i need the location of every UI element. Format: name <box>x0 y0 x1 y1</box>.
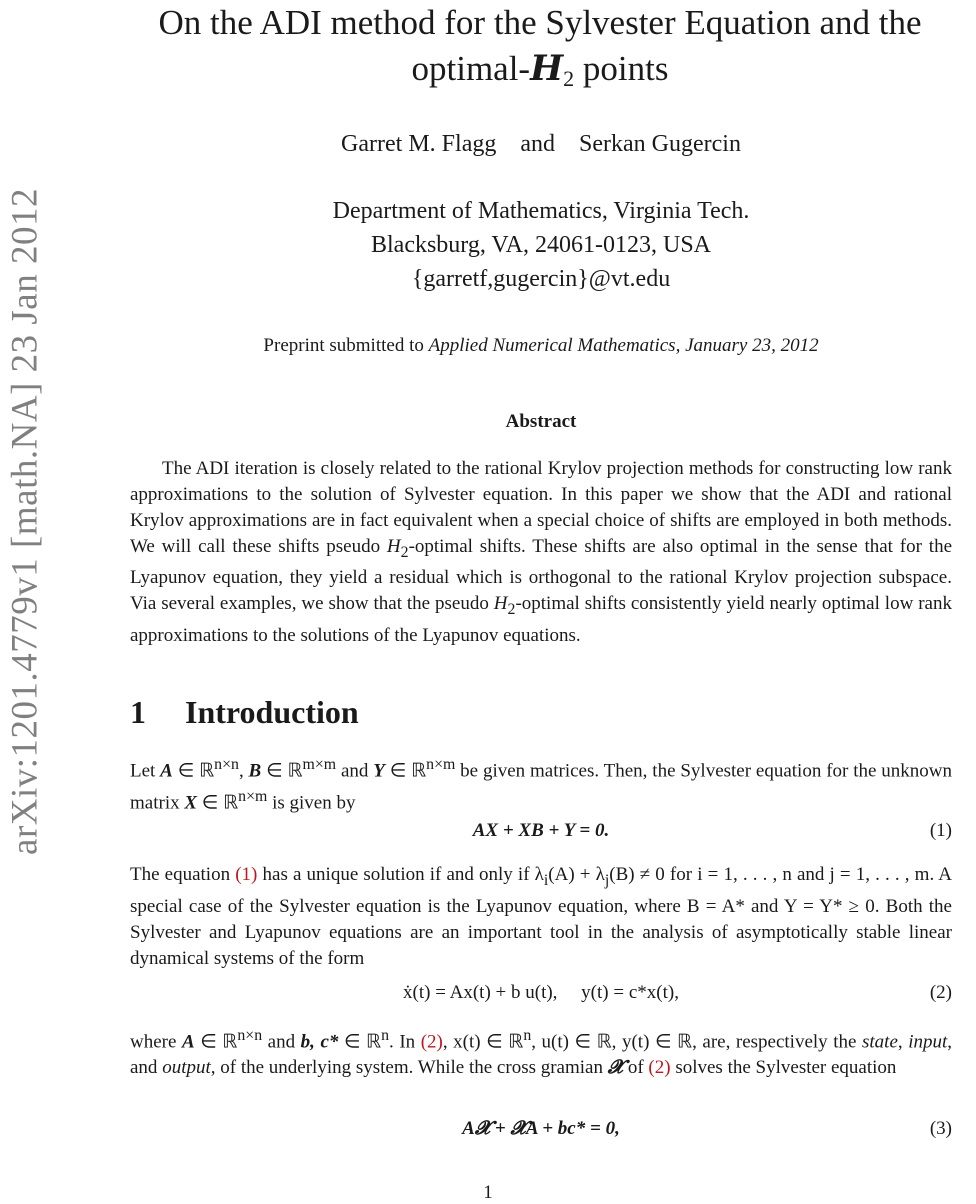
abstract-text-3: -optimal shifts consistently yield nearly optimal low rank approximations to the solutions of the Lyapunov equations. <box>130 593 952 647</box>
math-subscript: i <box>543 871 549 889</box>
math-subscript: j <box>604 871 610 889</box>
math-symbol: 𝓧 <box>607 1057 624 1079</box>
department: Department of Mathematics, Virginia Tech. <box>332 198 750 224</box>
math-superscript: n×m <box>426 756 456 773</box>
text-run: where <box>130 1031 182 1053</box>
abstract-text-2: -optimal shifts. These shifts are also optimal in the sense that for the Lyapunov equation, they yield a residual which is orthogonal to the rational Krylov projection subspace. Via several examples, we show that the pseudo <box>130 535 953 615</box>
math-superscript: n×n <box>214 756 239 773</box>
title-line-2 <box>411 48 669 91</box>
text-run: , <box>897 1031 909 1053</box>
text-run: and <box>262 1031 301 1053</box>
emphasis-input: input <box>908 1031 948 1053</box>
equation-reference-link[interactable]: (1) <box>235 864 258 885</box>
equation-reference-link[interactable]: (2) <box>648 1057 671 1079</box>
email: {garretf,gugercin}@vt.edu <box>411 266 671 292</box>
abstract-body <box>130 456 952 649</box>
text-run: ∈ ℝ <box>338 1031 382 1053</box>
address: Blacksburg, VA, 24061-0123, USA <box>370 232 712 258</box>
math-superscript: n <box>381 1027 390 1044</box>
text-run: has a unique solution if and only if λ <box>257 864 544 885</box>
preprint-line <box>130 335 952 357</box>
title-line-1: On the ADI method for the Sylvester Equation and the <box>158 3 922 42</box>
math-symbol: Y <box>373 760 385 782</box>
text-run: , of the underlying system. While the cross gramian <box>210 1057 608 1079</box>
h2-symbol: H <box>386 535 401 557</box>
text-run: is given by <box>267 792 356 814</box>
text-run: ∈ ℝ <box>172 760 215 782</box>
equation-reference-link[interactable]: (2) <box>420 1031 443 1053</box>
equation-3: A𝓧 + 𝓧A + bc* = 0, <box>462 1118 620 1139</box>
intro-paragraph-3 <box>130 1023 952 1081</box>
text-run: . In <box>389 1031 421 1053</box>
title-line-2-prefix: optimal- <box>411 49 531 88</box>
math-symbol: B <box>248 760 262 782</box>
abstract-text-1: The ADI iteration is closely related to the rational Krylov projection methods for constructing low rank approximations to the solution of Sylvester equation. In this paper we show that the ADI and rational Krylov approximations are in fact equivalent when a special choice of shifts are employed in both methods. We will call these shifts pseudo <box>130 458 952 557</box>
h2-subscript: 2 <box>563 66 575 91</box>
equation-2-number: (2) <box>929 982 952 1003</box>
emphasis-output: output <box>162 1057 211 1079</box>
math-symbol: A <box>181 1031 195 1053</box>
text-run: ∈ ℝ <box>261 760 303 782</box>
authors: Garret M. Flagg and Serkan Gugercin <box>341 131 741 157</box>
text-run: , u(t) ∈ ℝ, y(t) ∈ ℝ, are, respectively the <box>531 1031 862 1053</box>
title-line-2-suffix: points <box>574 49 669 88</box>
equation-1: AX + XB + Y = 0. <box>472 820 610 841</box>
text-run: (B) ≠ 0 for i = 1, . . . , n and j = 1, . . . , m. A special case of the Sylvester equation is the Lyapunov equation, where B = A* and Y = Y* ≥ 0. Both the Sylvester and Lyapunov equations are an important tool in the analysis of asymptotically stable linear dynamical systems of the form <box>130 864 952 969</box>
paper-title <box>100 0 976 102</box>
text-run: and <box>336 760 374 782</box>
h2-symbol: H <box>493 593 508 615</box>
intro-paragraph-2 <box>130 862 952 971</box>
math-symbol: A <box>160 760 173 782</box>
math-symbol: X <box>184 792 198 814</box>
emphasis-state: state <box>862 1031 898 1053</box>
math-symbol: b, c* <box>300 1031 339 1053</box>
math-superscript: m×m <box>302 756 337 773</box>
h2-subscript: 2 <box>400 543 409 561</box>
text-run: ∈ ℝ <box>194 1031 238 1053</box>
h2-symbol: H <box>530 48 564 89</box>
text-run: (A) + λ <box>548 864 605 885</box>
page-number: 1 <box>483 1182 493 1203</box>
equation-1-number: (1) <box>929 820 952 841</box>
math-superscript: n <box>523 1027 532 1044</box>
text-run: , x(t) ∈ ℝ <box>442 1031 524 1053</box>
text-run: ∈ ℝ <box>384 760 427 782</box>
preprint-prefix: Preprint submitted to <box>263 335 429 356</box>
abstract-heading: Abstract <box>505 411 577 432</box>
text-run: be given matrices. Then, the Sylvester equation for the unknown matrix <box>130 760 952 814</box>
text-run: The equation <box>130 864 236 885</box>
math-superscript: n×n <box>237 1027 263 1044</box>
text-run: solves the Sylvester equation <box>670 1057 897 1079</box>
equation-2: ẋ(t) = Ax(t) + b u(t), y(t) = c*x(t), <box>403 982 679 1003</box>
intro-paragraph-1 <box>130 752 952 816</box>
preprint-venue: Applied Numerical Mathematics, January 23, 2012 <box>428 335 819 356</box>
section-number: 1 <box>130 694 146 730</box>
h2-subscript: 2 <box>507 601 516 619</box>
text-run: , <box>238 760 249 782</box>
equation-3-number: (3) <box>929 1118 952 1139</box>
text-run: , and <box>130 1031 953 1079</box>
math-superscript: n×m <box>238 788 268 806</box>
text-run: ∈ ℝ <box>197 792 239 814</box>
text-run: of <box>623 1057 649 1079</box>
section-heading <box>130 694 359 731</box>
text-run: Let <box>130 760 161 782</box>
section-title: Introduction <box>185 694 359 730</box>
arxiv-stamp: arXiv:1201.4779v1 [math.NA] 23 Jan 2012 <box>4 188 46 855</box>
